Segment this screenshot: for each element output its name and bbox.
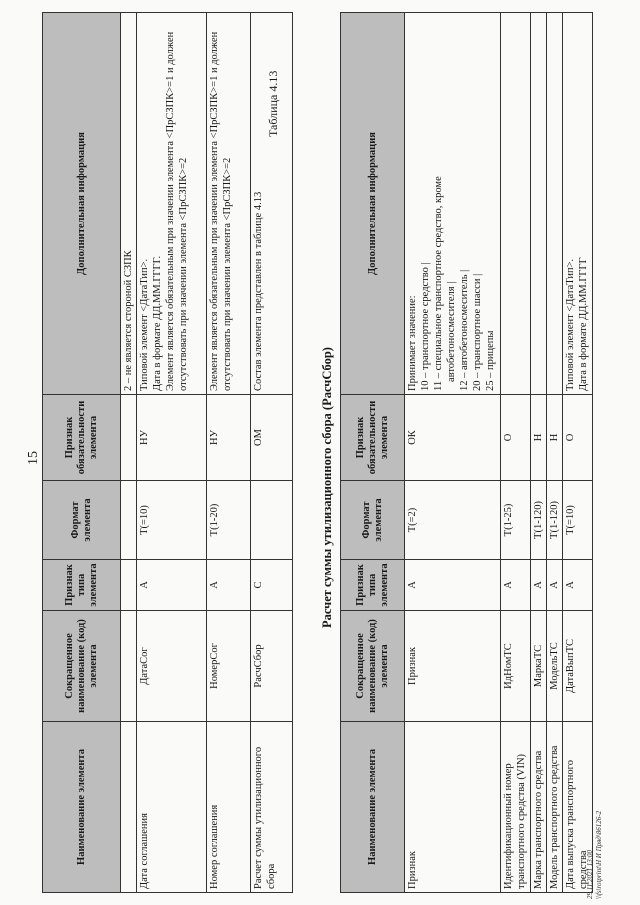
cell-required: Н xyxy=(547,395,563,481)
cell-info xyxy=(501,13,531,395)
cell-type: А xyxy=(405,560,501,611)
cell-type: А xyxy=(207,560,251,611)
header-code: Сокращенное наименование (код) элемента xyxy=(341,611,405,722)
cell-info xyxy=(531,13,547,395)
cell-type: А xyxy=(563,560,593,611)
info-line: Элемент является обязательным при значении элемента <ПрСЗПК>=1 и должен отсутствовать при значении элемента <ПрСЗПК>=2 xyxy=(209,31,233,391)
cell-required: ОК xyxy=(405,395,501,481)
cell-code: ИдНомТС xyxy=(501,611,531,722)
cell-required: Н xyxy=(531,395,547,481)
cell-code: МодельТС xyxy=(547,611,563,722)
section-title: Расчет суммы утилизационного сбора (РасчСбор) xyxy=(320,347,334,628)
header-format: Формат элемента xyxy=(341,481,405,560)
info-line: Принимает значение: xyxy=(407,295,418,391)
cell-format: T(=10) xyxy=(137,481,207,560)
cell-code: РасчСбор xyxy=(251,611,293,722)
table-row-continuation xyxy=(121,13,137,893)
table-row xyxy=(563,13,593,893)
table-row xyxy=(137,13,207,893)
cell-info xyxy=(137,13,207,395)
empty-cell xyxy=(121,481,137,560)
cell-name: Дата соглашения xyxy=(137,722,207,893)
info-line: Дата в формате ДД.ММ.ГГГГ. xyxy=(152,255,163,391)
cell-name: Номер соглашения xyxy=(207,722,251,893)
cell-info xyxy=(207,13,251,395)
footer-path: \\fs\rotprint\Н И Пряд\86126-2 xyxy=(595,810,603,899)
cell-info: 2 – не является стороной СЗПК xyxy=(121,13,137,395)
cell-required: О xyxy=(501,395,531,481)
info-line: Типовой элемент <ДатаТип>. xyxy=(565,258,576,391)
info-line: 10 – транспортное средство | xyxy=(420,262,431,391)
cell-code: ДатаСог xyxy=(137,611,207,722)
header-type: Признак типа элемента xyxy=(43,560,121,611)
header-info: Дополнительная информация xyxy=(341,13,405,395)
cell-type: А xyxy=(501,560,531,611)
info-line: Дата в формате ДД.ММ.ГГГГ xyxy=(578,257,589,391)
cell-code: НомерСог xyxy=(207,611,251,722)
header-info: Дополнительная информация xyxy=(43,13,121,395)
empty-cell xyxy=(121,611,137,722)
footer-timestamp: 29.11.2021 13:00 xyxy=(586,849,594,899)
cell-code: МаркаТС xyxy=(531,611,547,722)
empty-cell xyxy=(121,560,137,611)
info-line: Состав элемента представлен в таблице 4.13 xyxy=(253,191,264,391)
table-row xyxy=(501,13,531,893)
info-line: Элемент является обязательным при значении элемента <ПрСЗПК>=1 и должен отсутствовать при значении элемента <ПрСЗПК>=2 xyxy=(165,31,189,391)
cell-name: Признак xyxy=(405,722,501,893)
table-row xyxy=(251,13,293,893)
cell-type: А xyxy=(547,560,563,611)
cell-info xyxy=(563,13,593,395)
cell-info xyxy=(405,13,501,395)
cell-type: С xyxy=(251,560,293,611)
cell-name: Дата выпуска транспортного средства xyxy=(563,722,593,893)
cell-code: ДатаВыпТС xyxy=(563,611,593,722)
print-footer xyxy=(586,811,604,899)
header-code: Сокращенное наименование (код) элемента xyxy=(43,611,121,722)
table-elements-top xyxy=(42,12,293,893)
info-line: 12 – автобетоносмеситель | xyxy=(459,269,470,391)
table-row xyxy=(207,13,251,893)
table-4-13 xyxy=(340,12,593,893)
cell-required: ОМ xyxy=(251,395,293,481)
cell-code: Признак xyxy=(405,611,501,722)
cell-required: НУ xyxy=(207,395,251,481)
header-name: Наименование элемента xyxy=(341,722,405,893)
cell-name: Модель транспортного средства xyxy=(547,722,563,893)
cell-format: T(=10) xyxy=(563,481,593,560)
cell-format: T(1-20) xyxy=(207,481,251,560)
empty-cell xyxy=(121,722,137,893)
empty-cell xyxy=(121,395,137,481)
header-type: Признак типа элемента xyxy=(341,560,405,611)
cell-format: T(1-120) xyxy=(547,481,563,560)
header-required: Признак обязательности элемента xyxy=(43,395,121,481)
cell-type: А xyxy=(531,560,547,611)
info-line: Типовой элемент <ДатаТип>. xyxy=(139,258,150,391)
table-row xyxy=(531,13,547,893)
info-line: 11 – специальное транспортное средство, кроме xyxy=(433,176,444,391)
table-row xyxy=(547,13,563,893)
cell-info xyxy=(547,13,563,395)
header-required: Признак обязательности элемента xyxy=(341,395,405,481)
cell-name: Идентификационный номер транспортного средства (VIN) xyxy=(501,722,531,893)
info-line: автобетоносмесителя | xyxy=(446,281,457,382)
cell-format: T(1-120) xyxy=(531,481,547,560)
table-row xyxy=(405,13,501,893)
page-number: 15 xyxy=(26,451,41,465)
info-line: 25 – прицепы xyxy=(485,330,496,391)
header-format: Формат элемента xyxy=(43,481,121,560)
cell-name: Расчет суммы утилизационного сбора xyxy=(251,722,293,893)
cell-format: T(1-25) xyxy=(501,481,531,560)
cell-name: Марка транспортного средства xyxy=(531,722,547,893)
cell-type: А xyxy=(137,560,207,611)
header-name: Наименование элемента xyxy=(43,722,121,893)
table-caption: Таблица 4.13 xyxy=(266,70,280,137)
cell-required: НУ xyxy=(137,395,207,481)
cell-format: T(=2) xyxy=(405,481,501,560)
cell-format xyxy=(251,481,293,560)
cell-required: О xyxy=(563,395,593,481)
info-line: 20 – транспортное шасси | xyxy=(472,273,483,391)
